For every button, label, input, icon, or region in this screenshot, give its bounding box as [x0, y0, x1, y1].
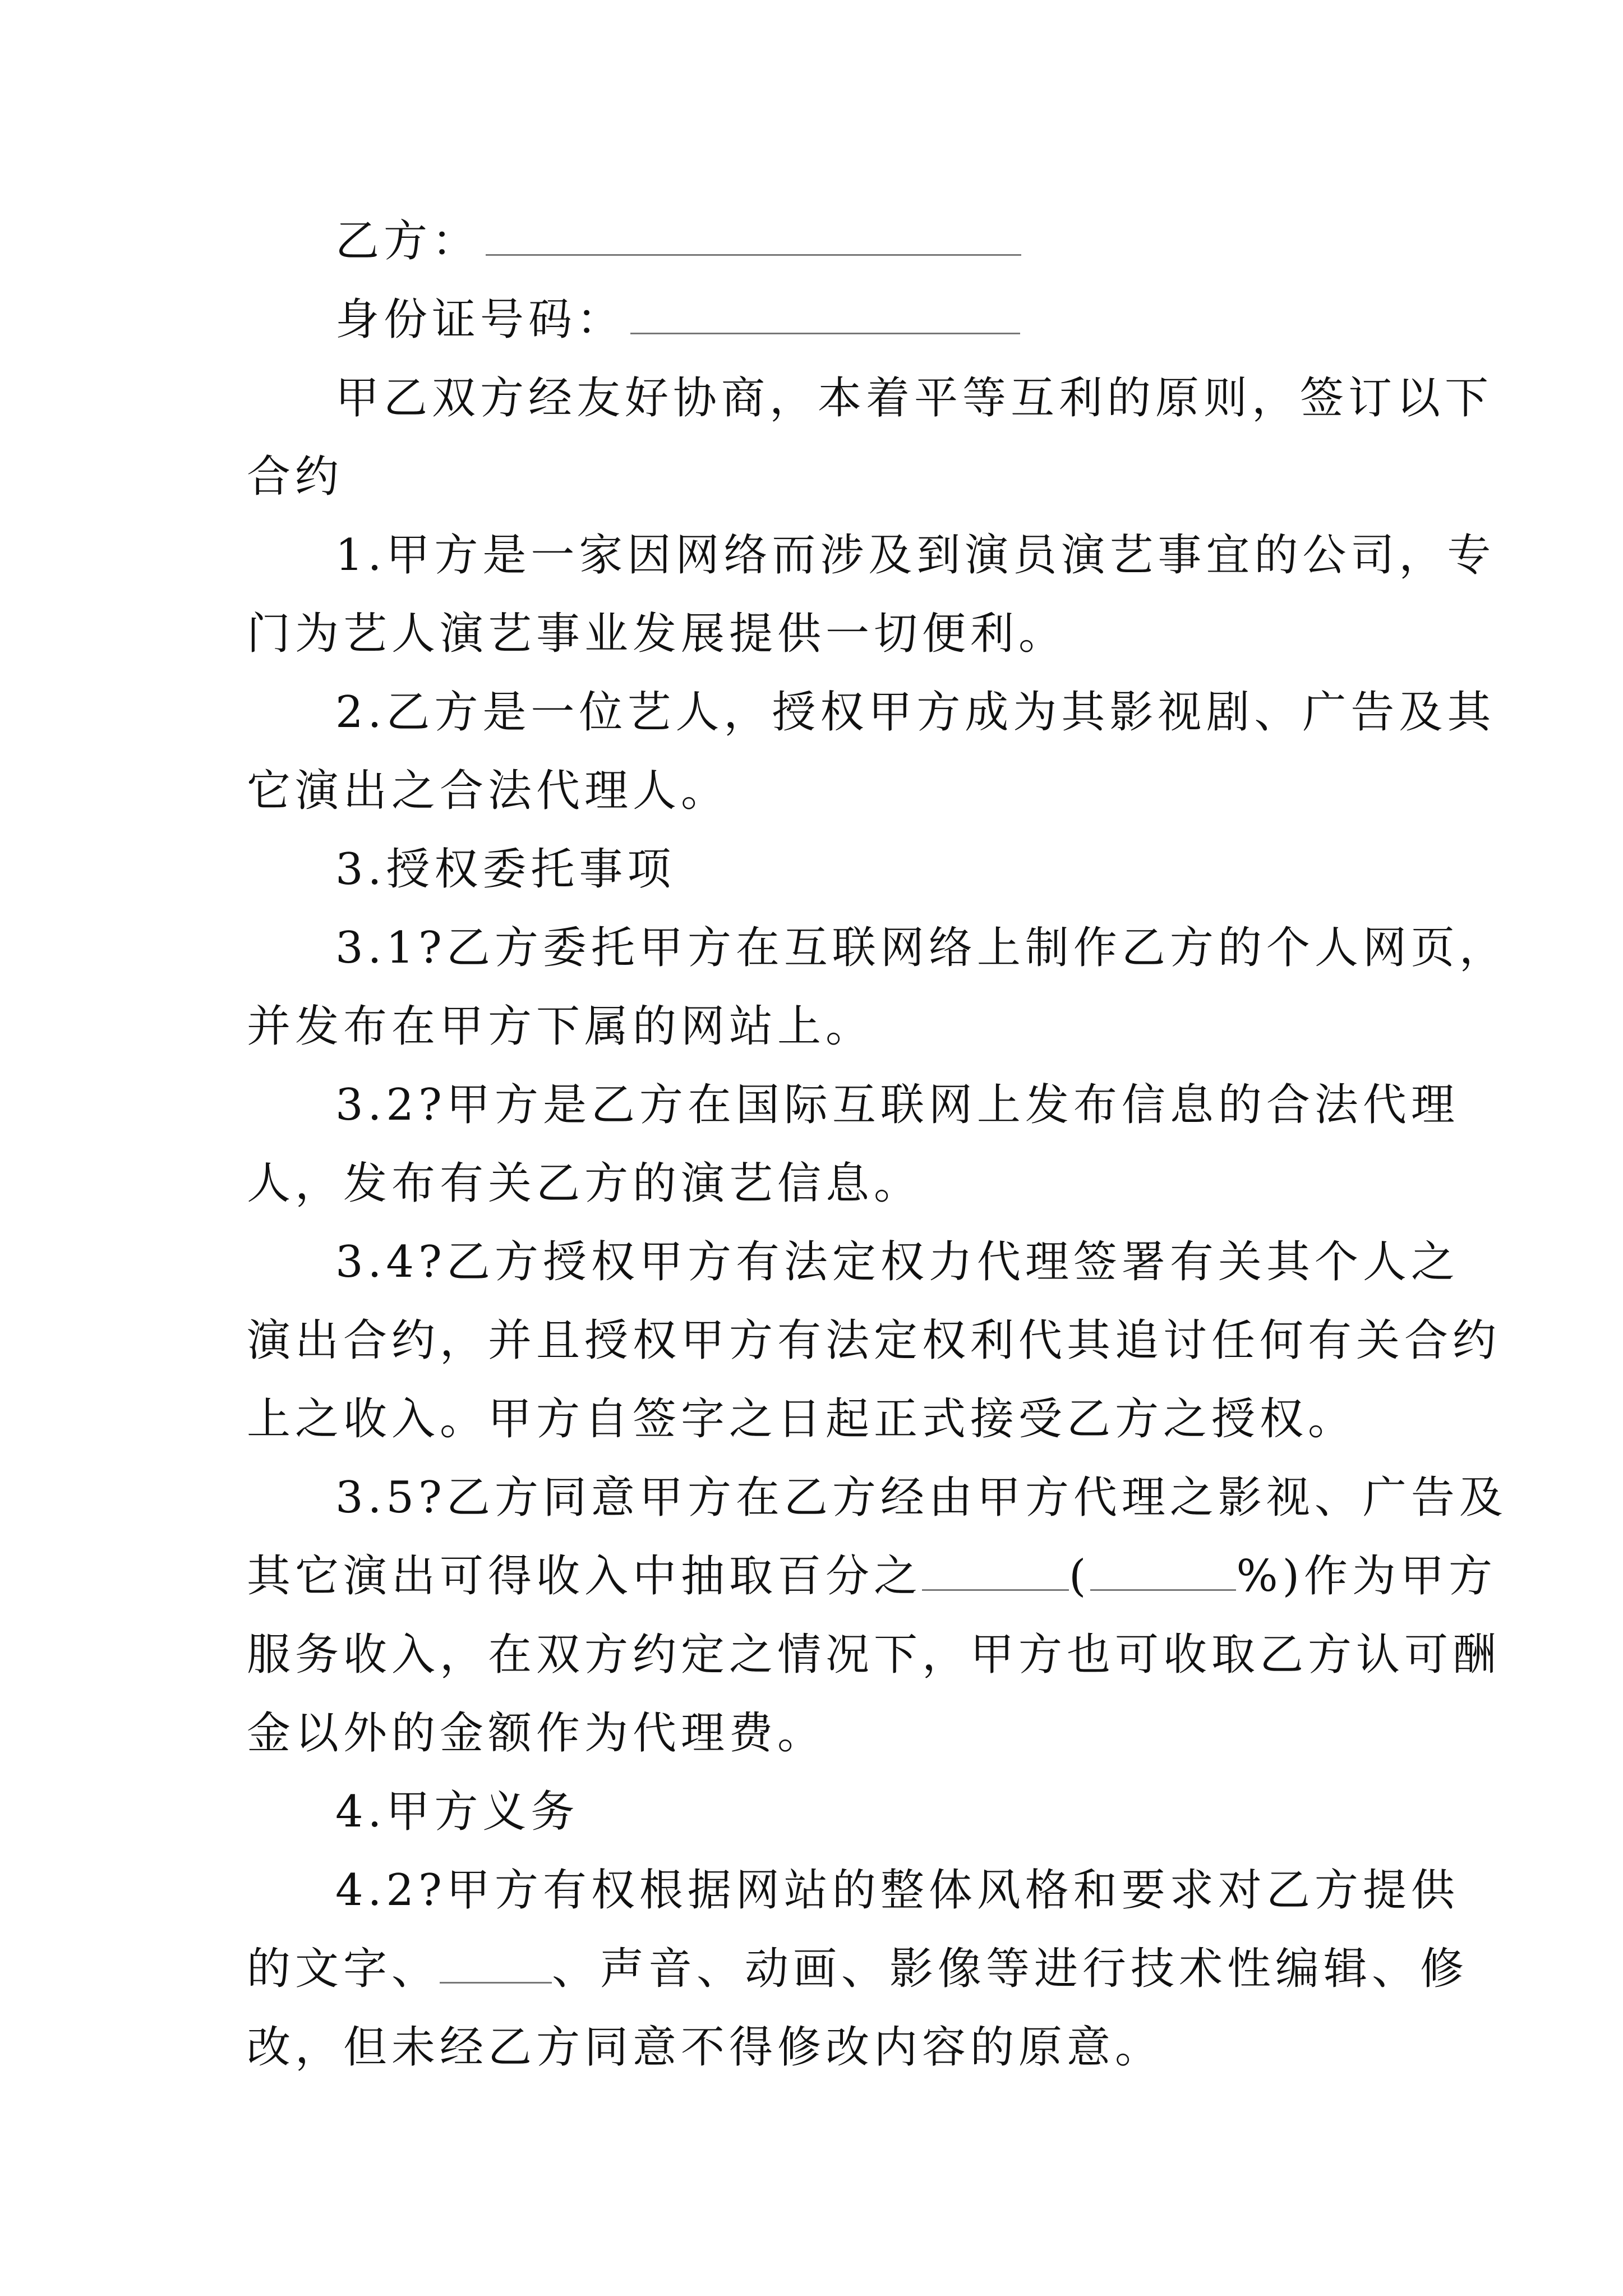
clause-3-4-line-2: 演出合约，并且授权甲方有法定权利代其追讨任何有关合约 [247, 1315, 1501, 1366]
preamble-line-2: 合约 [247, 452, 344, 502]
clause-3-5-line-3: 服务收入，在双方约定之情况下，甲方也可收取乙方认可酬 [247, 1630, 1501, 1680]
clause-3-4-line-1: 3.4?乙方授权甲方有法定权力代理签署有关其个人之 [335, 1237, 1459, 1287]
id-number-label: 身份证号码： [335, 295, 625, 345]
party-b-name-blank[interactable] [486, 220, 1021, 256]
party-b-label: 乙方： [335, 216, 481, 266]
clause-4-heading: 4.甲方义务 [335, 1787, 579, 1837]
percentage-number-blank[interactable] [1090, 1556, 1236, 1591]
clause-3-2-line-1: 3.2?甲方是乙方在国际互联网上发布信息的合法代理 [335, 1080, 1459, 1130]
clause-3-5-text-c: %)作为甲方 [1236, 1551, 1497, 1602]
clause-3-5-line-2 [247, 1537, 1497, 1616]
preamble-line-1: 甲乙双方经友好协商，本着平等互利的原则，签订以下 [335, 373, 1493, 424]
id-number-line [247, 280, 1391, 359]
clause-4-2-text-a: 的文字、 [247, 1944, 440, 1994]
clause-4-2-line-3: 改，但未经乙方同意不得修改内容的原意。 [247, 2022, 1164, 2073]
media-type-blank[interactable] [440, 1948, 552, 1984]
clause-3-5-text-a: 其它演出可得收入中抽取百分之 [247, 1551, 923, 1602]
clause-3-1-line-1: 3.1?乙方委托甲方在互联网络上制作乙方的个人网页， [335, 923, 1507, 973]
clause-3-5-line-4: 金以外的金额作为代理费。 [247, 1708, 826, 1759]
clause-1-line-1: 1.甲方是一家因网络而涉及到演员演艺事宜的公司，专 [335, 530, 1496, 581]
clause-3-5-line-1: 3.5?乙方同意甲方在乙方经由甲方代理之影视、广告及 [335, 1473, 1507, 1523]
clause-2-line-1: 2.乙方是一位艺人，授权甲方成为其影视剧、广告及其 [335, 687, 1496, 738]
clause-2-line-2: 它演出之合法代理人。 [247, 766, 730, 816]
contract-body [247, 202, 1507, 2087]
id-number-blank[interactable] [630, 299, 1020, 334]
clause-3-2-line-2: 人，发布有关乙方的演艺信息。 [247, 1158, 923, 1209]
clause-1-line-2: 门为艺人演艺事业发展提供一切便利。 [247, 609, 1067, 659]
clause-3-5-paren: ( [1069, 1551, 1091, 1602]
clause-4-2-text-b: 、声音、动画、影像等进行技术性编辑、修 [552, 1944, 1469, 1994]
clause-3-1-line-2: 并发布在甲方下属的网站上。 [247, 1001, 874, 1052]
percentage-words-blank[interactable] [922, 1556, 1069, 1591]
clause-3-heading: 3.授权委托事项 [335, 844, 676, 895]
clause-4-2-line-1: 4.2?甲方有权根据网站的整体风格和要求对乙方提供 [335, 1865, 1459, 1916]
clause-4-2-line-2 [247, 1930, 1469, 2008]
clause-3-4-line-3: 上之收入。甲方自签字之日起正式接受乙方之授权。 [247, 1394, 1357, 1444]
party-b-line [247, 202, 1391, 280]
